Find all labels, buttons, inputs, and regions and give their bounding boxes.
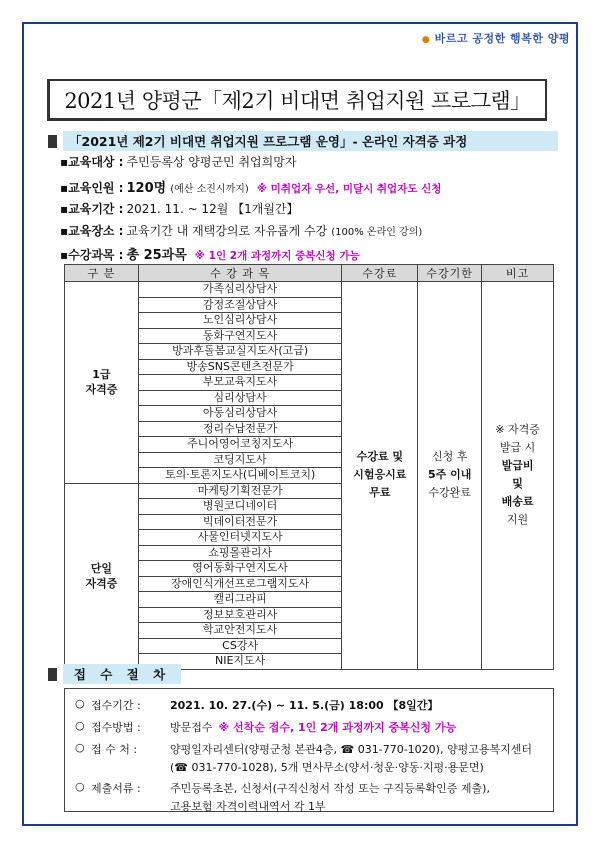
page-title: 2021년 양평군「제2기 비대면 취업지원 프로그램」 — [64, 88, 531, 113]
receipt-value-cont: 고용보험 자격이력내역서 각 1부 — [170, 800, 326, 813]
info-period-value: 2021. 11. ~ 12월 【1개월간】 — [126, 202, 299, 216]
receipt-row-place — [75, 741, 532, 757]
remark-cell-line: 배송료 — [501, 495, 534, 509]
course-cell: 영어동화구연지도사 — [138, 561, 342, 577]
period-cell-line: 5주 이내 — [428, 468, 472, 482]
info-period — [60, 200, 299, 217]
header-category: 구 분 — [65, 265, 139, 282]
course-cell: 정리수납전문가 — [138, 421, 342, 437]
course-cell: 부모교육지도사 — [138, 375, 342, 391]
period-cell-line: 신청 후 — [432, 450, 468, 464]
category-label: 단일 — [90, 562, 113, 575]
course-cell: 주니어영어코칭지도사 — [138, 437, 342, 453]
remark-cell-line: 및 — [512, 477, 523, 491]
course-cell: 장애인식개선프로그램지도사 — [138, 576, 342, 592]
square-bullet-icon — [48, 668, 57, 681]
category-cell — [65, 282, 139, 484]
receipt-value-cont: (☎ 031-770-1028), 5개 면사무소(양서·청운·양동·지평·용문면) — [170, 761, 484, 774]
info-people-note: ※ 미취업자 우선, 미달시 취업자도 신청 — [256, 183, 442, 195]
course-cell: 토의·토론지도사(디베이트코치) — [138, 468, 342, 484]
circle-bullet-icon: ○ — [75, 780, 85, 793]
receipt-heading-text: 접 수 절 차 — [63, 664, 181, 684]
receipt-note: ※ 선착순 접수, 1인 2개 과정까지 중복신청 가능 — [218, 721, 457, 734]
category-label: 자격증 — [85, 577, 118, 590]
circle-bullet-icon: ○ — [75, 719, 85, 732]
slogan-dot-icon: ● — [421, 35, 431, 45]
receipt-row-docs-cont — [170, 798, 326, 814]
receipt-value: 2021. 10. 27.(수) ~ 11. 5.(금) 18:00 【8일간】 — [170, 699, 439, 712]
receipt-row-docs — [75, 780, 490, 796]
header-remark: 비고 — [482, 265, 554, 282]
remark-cell-line: 발급 시 — [499, 441, 536, 455]
info-subjects-value: 총 25과목 — [126, 248, 187, 263]
course-cell: 아동심리상담사 — [138, 406, 342, 422]
course-cell: 가족심리상담사 — [138, 282, 342, 298]
receipt-value: 양평일자리센터(양평군청 본관4층, ☎ 031-770-1020), 양평고용복지센터 — [170, 743, 532, 756]
section-heading-text: 「2021년 제2기 비대면 취업지원 프로그램 운영」- 온라인 자격증 과정 — [63, 131, 558, 151]
receipt-row-period — [75, 697, 438, 713]
course-cell: 사물인터넷지도사 — [138, 530, 342, 546]
course-cell: NIE지도사 — [138, 654, 342, 670]
table-header-row — [65, 265, 554, 282]
section-heading — [48, 131, 558, 151]
info-people — [60, 177, 441, 196]
circle-bullet-icon: ○ — [75, 697, 85, 710]
remark-cell-line: 발급비 — [501, 459, 534, 473]
course-cell: 캘리그라피 — [138, 592, 342, 608]
header-course: 수 강 과 목 — [138, 265, 342, 282]
slogan-text: 바르고 공정한 행복한 양평 — [434, 32, 570, 45]
fee-cell — [342, 282, 418, 670]
receipt-value: 주민등록초본, 신청서(구직신청서 작성 또는 구직등록확인증 제출), — [170, 782, 490, 795]
info-target-value: 주민등록상 양평군민 취업희망자 — [126, 155, 297, 169]
course-cell: CS강사 — [138, 638, 342, 654]
receipt-row-method — [75, 719, 456, 735]
square-bullet-icon — [48, 135, 57, 148]
receipt-value: 방문접수 — [170, 721, 213, 734]
info-place-small: (100% 온라인 강의) — [331, 227, 423, 238]
remark-cell-line: 지원 — [506, 513, 529, 527]
receipt-row-place-cont — [170, 759, 484, 775]
fee-cell-line: 수강료 및 — [356, 450, 403, 464]
header-period: 수강기한 — [418, 265, 482, 282]
remark-cell — [482, 282, 554, 670]
bullet-icon: ▪ — [60, 181, 69, 195]
bullet-icon: ▪ — [60, 224, 69, 238]
bullet-icon: ▪ — [60, 248, 69, 262]
bullet-icon: ▪ — [60, 202, 69, 216]
page-title-box — [47, 79, 547, 121]
course-cell: 병원코디네이터 — [138, 499, 342, 515]
receipt-key: 접수기간 : — [91, 699, 141, 712]
info-subjects — [60, 244, 360, 263]
bullet-icon: ▪ — [60, 155, 69, 169]
course-cell: 정보보호관리사 — [138, 607, 342, 623]
receipt-key: 접 수 처 : — [91, 743, 138, 756]
info-people-small: (예산 소진시까지) — [170, 184, 249, 195]
fee-cell-line: 무료 — [369, 486, 391, 500]
receipt-key: 제출서류 : — [91, 782, 141, 795]
info-subjects-note: ※ 1인 2개 과정까지 중복신청 가능 — [194, 250, 360, 262]
info-people-key: 교육인원 : — [68, 181, 124, 195]
info-subjects-key: 수강과목 : — [68, 248, 124, 262]
course-cell: 노인심리상담사 — [138, 313, 342, 329]
receipt-key: 접수방법 : — [91, 721, 141, 734]
info-place-key: 교육장소 : — [68, 224, 124, 238]
period-cell-line: 수강완료 — [428, 486, 471, 500]
header-fee: 수강료 — [342, 265, 418, 282]
receipt-heading — [48, 664, 181, 684]
info-place — [60, 222, 422, 239]
info-place-value: 교육기간 내 재택강의로 자유롭게 수강 — [126, 224, 328, 238]
course-table — [64, 264, 554, 670]
fee-cell-line: 시험응시료 — [353, 468, 407, 482]
info-target — [60, 153, 296, 170]
circle-bullet-icon: ○ — [75, 741, 85, 754]
course-cell: 동화구연지도사 — [138, 328, 342, 344]
category-label: 자격증 — [85, 383, 118, 397]
slogan — [422, 30, 570, 46]
info-target-key: 교육대상 : — [68, 155, 124, 169]
receipt-box — [64, 688, 554, 812]
course-cell: 심리상담사 — [138, 390, 342, 406]
course-cell: 학교안전지도사 — [138, 623, 342, 639]
course-cell: 방과후돌봄교실지도사(고급) — [138, 344, 342, 360]
table-row — [65, 282, 554, 298]
course-cell: 마케팅기획전문가 — [138, 483, 342, 499]
remark-cell-line: ※ 자격증 — [495, 423, 540, 437]
info-people-value: 120명 — [126, 181, 167, 196]
category-cell — [65, 483, 139, 669]
course-cell: 쇼핑몰관리사 — [138, 545, 342, 561]
course-cell: 빅데이터전문가 — [138, 514, 342, 530]
category-label: 1급 — [92, 368, 111, 382]
course-cell: 방송SNS콘텐츠전문가 — [138, 359, 342, 375]
period-cell — [418, 282, 482, 670]
course-cell: 코딩지도사 — [138, 452, 342, 468]
course-cell: 감정조절상담사 — [138, 297, 342, 313]
info-period-key: 교육기간 : — [68, 202, 124, 216]
